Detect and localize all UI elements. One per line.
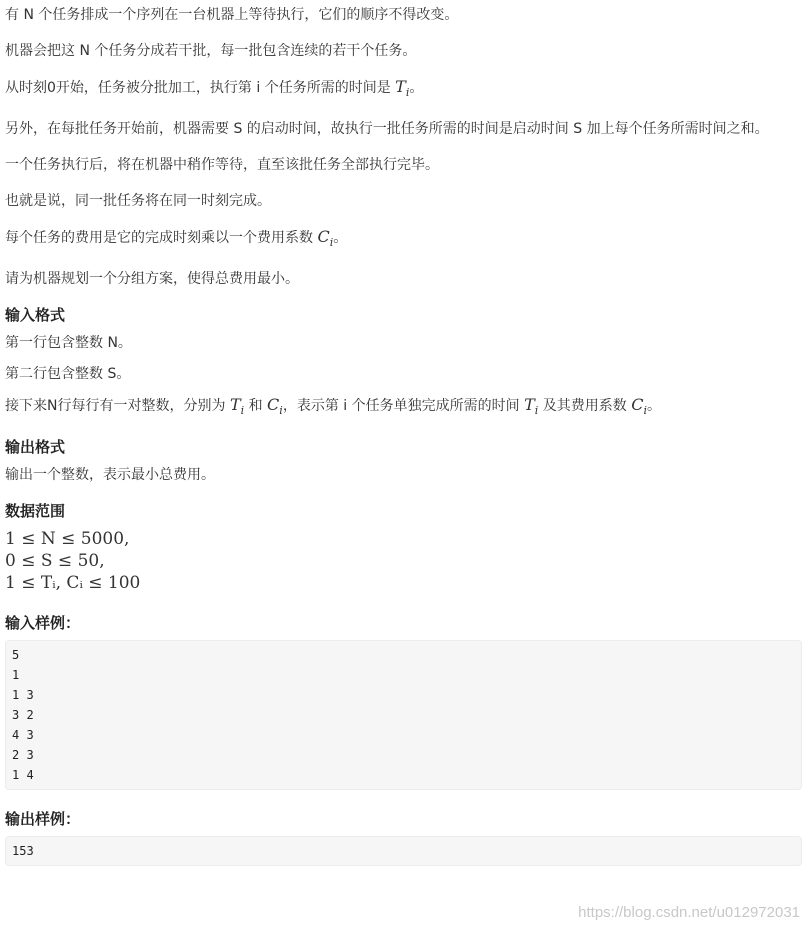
data-range-heading: 数据范围 [5, 502, 66, 520]
code-line: 1 3 [12, 688, 34, 702]
sample-input-heading: 输入样例： [5, 614, 81, 632]
desc-p8: 请为机器规划一个分组方案，使得总费用最小。 [5, 271, 299, 287]
code-line: 4 3 [12, 728, 34, 742]
code-line: 1 [12, 668, 20, 682]
output-line-1: 输出一个整数，表示最小总费用。 [5, 467, 215, 483]
output-format-heading: 输出格式 [5, 438, 66, 456]
watermark: https://blog.csdn.net/u012972031 [578, 904, 800, 921]
data-range-block [5, 528, 802, 594]
range-line-n: 1 ≤ N ≤ 5000, [5, 529, 130, 549]
code-line: 5 [12, 648, 20, 662]
sample-input-code [5, 640, 802, 790]
desc-p6: 也就是说，同一批任务将在同一时刻完成。 [5, 193, 271, 209]
input-line-3: 接下来N行每行有一对整数，分别为 $T_i$ 和 $C_i$，表示第 i 个任务单独完成所需的时间 $T_i$ 及其费用系数 $C_i$。 [5, 395, 661, 417]
code-line: 1 4 [12, 768, 34, 782]
desc-p7: 每个任务的费用是它的完成时刻乘以一个费用系数 $C_i$。 [5, 227, 348, 249]
desc-p2: 机器会把这 N 个任务分成若干批，每一批包含连续的若干个任务。 [5, 43, 417, 59]
code-line: 153 [12, 844, 34, 858]
code-line: 2 3 [12, 748, 34, 762]
sample-output-code [5, 836, 802, 866]
sample-output-heading: 输出样例： [5, 810, 81, 828]
desc-p4: 另外，在每批任务开始前，机器需要 S 的启动时间，故执行一批任务所需的时间是启动时间 S 加上每个任务所需时间之和。 [5, 121, 769, 137]
input-line-1: 第一行包含整数 N。 [5, 335, 132, 351]
range-line-s: 0 ≤ S ≤ 50, [5, 551, 105, 571]
desc-p1: 有 N 个任务排成一个序列在一台机器上等待执行，它们的顺序不得改变。 [5, 7, 459, 23]
input-line-2: 第二行包含整数 S。 [5, 366, 131, 382]
input-format-heading: 输入格式 [5, 306, 66, 324]
desc-p3: 从时刻0开始，任务被分批加工，执行第 i 个任务所需的时间是 $T_i$。 [5, 77, 424, 99]
range-line-tc: 1 ≤ Tᵢ, Cᵢ ≤ 100 [5, 573, 141, 593]
code-line: 3 2 [12, 708, 34, 722]
desc-p5: 一个任务执行后，将在机器中稍作等待，直至该批任务全部执行完毕。 [5, 157, 439, 173]
